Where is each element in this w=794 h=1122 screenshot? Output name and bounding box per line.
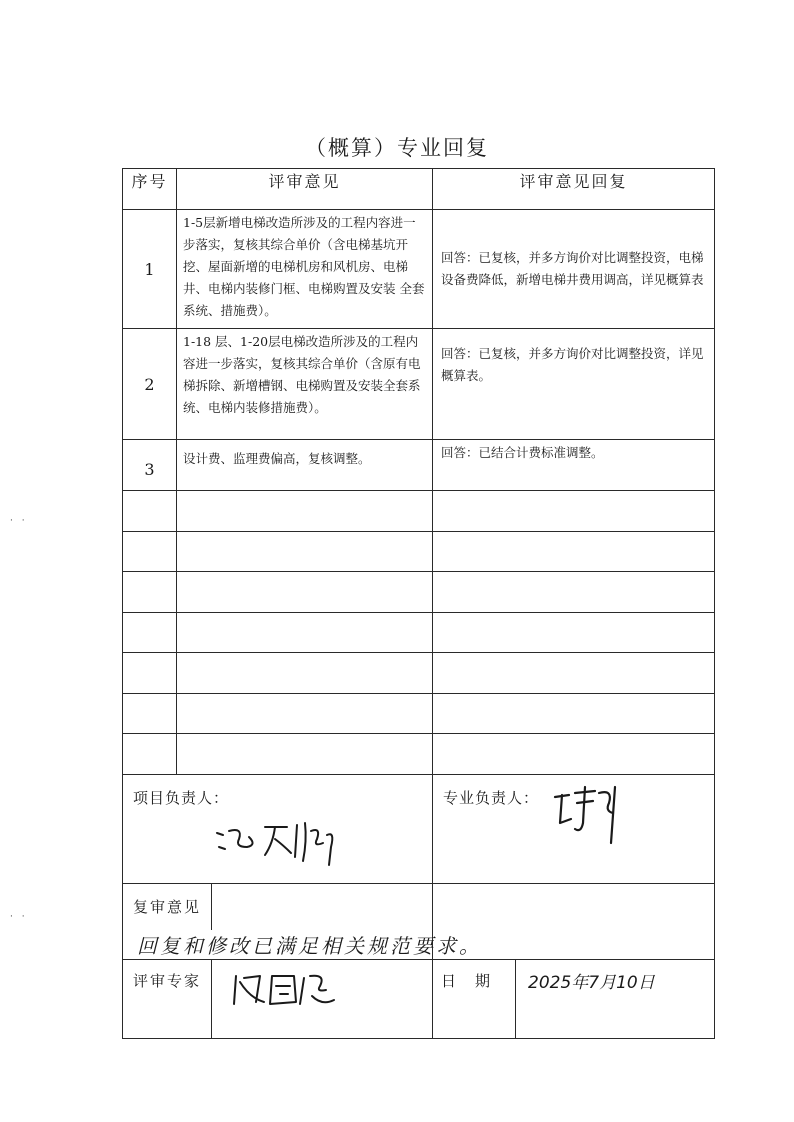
project-lead-label: 项目负责人： [133, 788, 230, 807]
review-table [122, 168, 715, 1039]
discipline-lead-signature [551, 783, 631, 853]
recheck-row [123, 883, 715, 959]
empty-row [123, 531, 715, 572]
expert-cell [123, 959, 433, 1038]
review-opinion: 设计费、监理费偏高，复核调整。 [177, 440, 433, 491]
date-value: 2025年7月10日 [528, 972, 655, 993]
table-row [123, 210, 715, 329]
row-number: 2 [123, 329, 177, 440]
discipline-lead-label: 专业负责人： [443, 788, 540, 807]
recheck-label: 复审意见 [123, 884, 212, 930]
discipline-lead-cell [433, 774, 715, 883]
table-header-row [123, 169, 715, 210]
empty-row [123, 491, 715, 532]
expert-label: 评审专家 [123, 960, 212, 1038]
scan-mark: · · [10, 912, 28, 922]
empty-row [123, 612, 715, 653]
review-reply: 回答：已结合计费标准调整。 [433, 440, 715, 491]
row-number: 1 [123, 210, 177, 329]
header-reply: 评审意见回复 [433, 169, 715, 210]
header-opinion: 评审意见 [177, 169, 433, 210]
empty-row [123, 572, 715, 613]
header-serial: 序号 [123, 169, 177, 210]
table-row [123, 440, 715, 491]
expert-signature [230, 968, 340, 1014]
signature-row [123, 774, 715, 883]
empty-row [123, 734, 715, 775]
scan-mark: · · [10, 516, 28, 526]
project-lead-cell [123, 774, 433, 883]
row-number: 3 [123, 440, 177, 491]
project-lead-signature [213, 817, 353, 869]
review-opinion: 1-18 层、1-20层电梯改造所涉及的工程内容进一步落实，复核其综合单价（含原有电梯拆除、新增槽钢、电梯购置及安装全套系统、电梯内装修措施费）。 [177, 329, 433, 440]
empty-row [123, 693, 715, 734]
recheck-text: 回复和修改已满足相关规范要求。 [137, 933, 482, 958]
table-row [123, 329, 715, 440]
recheck-cell [123, 883, 482, 959]
review-reply: 回答：已复核，并多方询价对比调整投资，电梯设备费降低，新增电梯井费用调高，详见概算表 [433, 210, 715, 329]
date-label: 日 期 [433, 960, 516, 1038]
empty-row [123, 653, 715, 694]
expert-row [123, 959, 715, 1038]
date-cell [433, 959, 715, 1038]
review-opinion: 1-5层新增电梯改造所涉及的工程内容进一步落实，复核其综合单价（含电梯基坑开挖、屋面新增的电梯机房和风机房、电梯井、电梯内装修门框、电梯购置及安装 全套系统、措施费）。 [177, 210, 433, 329]
review-reply: 回答：已复核，并多方询价对比调整投资，详见概算表。 [433, 329, 715, 440]
document-title: （概算）专业回复 [305, 136, 489, 160]
